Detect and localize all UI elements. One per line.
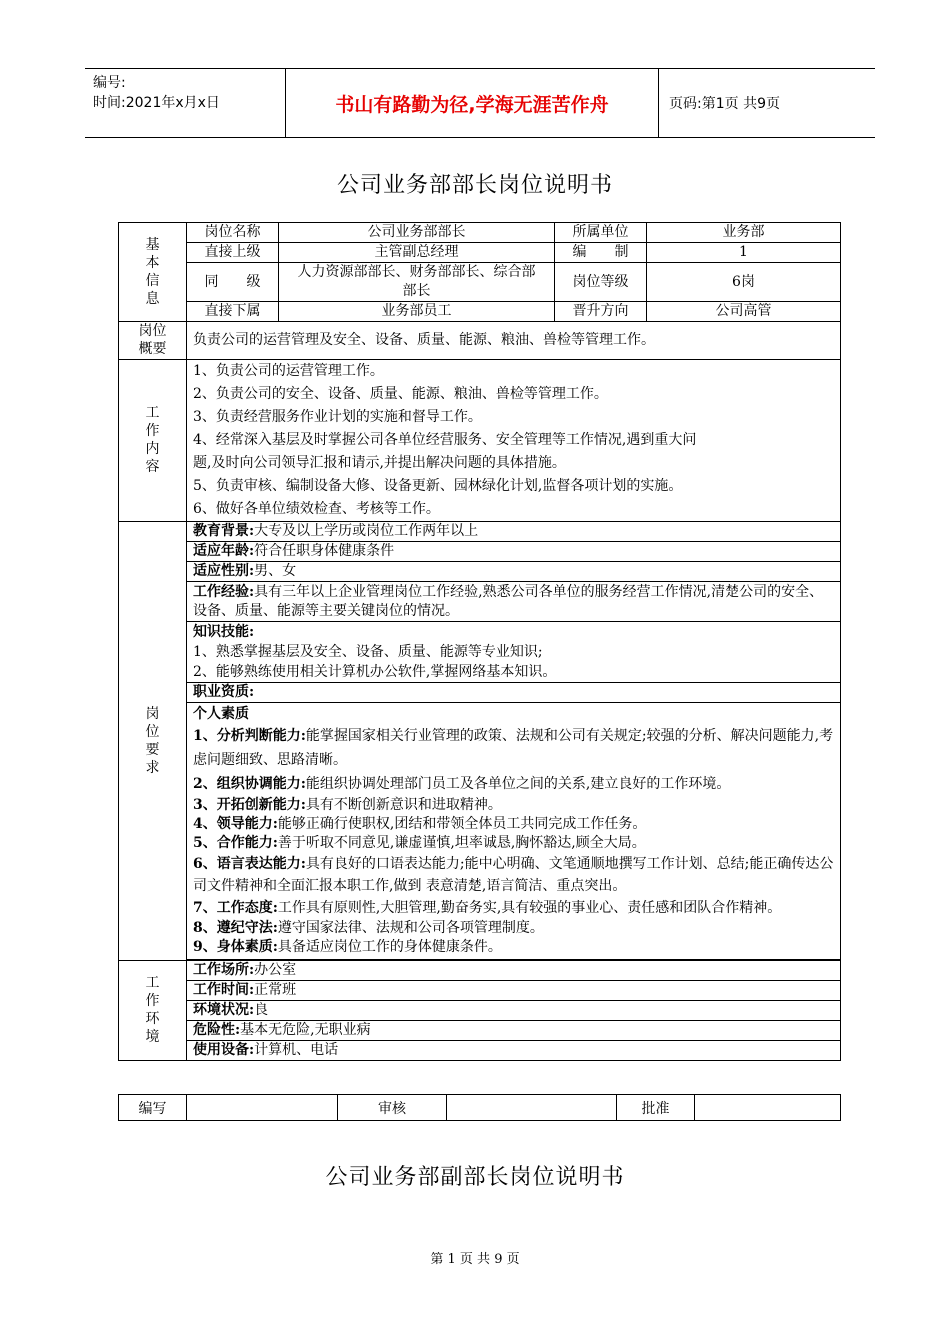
gender-row: 适应性别:男、女 — [187, 562, 841, 582]
write-field[interactable] — [187, 1095, 338, 1121]
doc-time-label: 时间:2021年x月x日 — [93, 95, 220, 111]
basic-key: 直接上级 — [187, 243, 279, 263]
overview-text: 负责公司的运营管理及安全、设备、质量、能源、粮油、兽检等管理工作。 — [187, 322, 841, 360]
age-row: 适应年龄:符合任职身体健康条件 — [187, 542, 841, 562]
basic-key: 所属单位 — [555, 223, 647, 243]
basic-value: 人力资源部部长、财务部部长、综合部部长 — [279, 263, 555, 302]
basic-key: 同 级 — [187, 263, 279, 302]
skills-row: 知识技能: 1、熟悉掌握基层及安全、设备、质量、能源等专业知识; 2、能够熟练使用相关计算机办公软件,掌握网络基本知识。 — [187, 622, 841, 683]
env-row: 危险性:基本无危险,无职业病 — [187, 1021, 841, 1041]
personal-item: 6、语言表达能力:具有良好的口语表达能力;能中心明确、文笔通顺地撰写工作计划、总结;能正确传达公司文件精神和全面汇报本职工作,做到 表意清楚,语言简洁、重点突出。 — [193, 856, 834, 894]
basic-key: 直接下属 — [187, 302, 279, 322]
personal-item: 8、遵纪守法:遵守国家法律、法规和公司各项管理制度。 — [193, 920, 544, 936]
basic-key: 编 制 — [555, 243, 647, 263]
skill-item: 1、熟悉掌握基层及安全、设备、质量、能源等专业知识; — [193, 644, 543, 660]
header-motto: 书山有路勤为径,学海无涯苦作舟 — [285, 69, 659, 137]
work-category: 工作内容 — [119, 360, 187, 522]
work-content — [187, 360, 841, 522]
personal-item: 1、分析判断能力:能掌握国家相关行业管理的政策、法规和公司有关规定;较强的分析、解决问题能力,考虑问题细致、思路清晰。 — [193, 728, 834, 768]
experience-row: 工作经验:具有三年以上企业管理岗位工作经验,熟悉公司各单位的服务经营工作情况,清楚公司的安全、设备、质量、能源等主要关键岗位的情况。 — [187, 582, 841, 622]
next-document-title: 公司业务部副部长岗位说明书 — [325, 1165, 625, 1190]
header-meta — [85, 69, 285, 137]
personal-item: 3、开拓创新能力:具有不断创新意识和进取精神。 — [193, 797, 502, 813]
doc-number-label: 编号: — [93, 75, 126, 91]
work-item: 1、负责公司的运营管理工作。 — [193, 363, 384, 379]
basic-value: 公司高管 — [647, 302, 841, 322]
requirements-category: 岗位要求 — [119, 522, 187, 961]
work-item: 5、负责审核、编制设备大修、设备更新、园林绿化计划,监督各项计划的实施。 — [193, 478, 683, 494]
work-item: 2、负责公司的安全、设备、质量、能源、粮油、兽检等管理工作。 — [193, 386, 608, 402]
header-page-label: 页码:第1页 共9页 — [669, 96, 780, 112]
signoff-table — [118, 1094, 841, 1121]
document-title: 公司业务部部长岗位说明书 — [336, 173, 613, 198]
basic-value: 业务部员工 — [279, 302, 555, 322]
env-row: 工作场所:办公室 — [187, 961, 841, 981]
personal-item: 5、合作能力:善于听取不同意见,谦虚谨慎,坦率诚恳,胸怀豁达,顾全大局。 — [193, 835, 646, 851]
basic-value: 6岗 — [647, 263, 841, 302]
basic-value: 主管副总经理 — [279, 243, 555, 263]
work-item: 6、做好各单位绩效检查、考核等工作。 — [193, 501, 440, 517]
basic-info-category: 基本信息 — [119, 223, 187, 322]
approve-label: 批准 — [617, 1095, 695, 1121]
personal-item: 2、组织协调能力:能组织协调处理部门员工及各单位之间的关系,建立良好的工作环境。 — [193, 776, 731, 792]
education-row: 教育背景:大专及以上学历或岗位工作两年以上 — [187, 522, 841, 542]
environment-category: 工作环境 — [119, 961, 187, 1061]
job-description-table — [118, 222, 841, 1061]
work-item: 4、经常深入基层及时掌握公司各单位经营服务、安全管理等工作情况,遇到重大问 — [193, 432, 697, 448]
write-label: 编写 — [119, 1095, 187, 1121]
personal-item: 9、身体素质:具备适应岗位工作的身体健康条件。 — [193, 939, 502, 955]
basic-key: 晋升方向 — [555, 302, 647, 322]
approve-field[interactable] — [695, 1095, 841, 1121]
basic-value: 公司业务部部长 — [279, 223, 555, 243]
basic-key: 岗位名称 — [187, 223, 279, 243]
env-row: 使用设备:计算机、电话 — [187, 1041, 841, 1061]
work-item: 题,及时向公司领导汇报和请示,并提出解决问题的具体措施。 — [193, 455, 566, 471]
basic-value: 1 — [647, 243, 841, 263]
basic-value: 业务部 — [647, 223, 841, 243]
env-row: 工作时间:正常班 — [187, 981, 841, 1001]
env-row: 环境状况:良 — [187, 1001, 841, 1021]
page-header — [85, 68, 875, 138]
page-footer: 第 1 页 共 9 页 — [430, 1252, 520, 1267]
skill-item: 2、能够熟练使用相关计算机办公软件,掌握网络基本知识。 — [193, 664, 557, 680]
qualification-row: 职业资质: — [187, 683, 841, 703]
review-field[interactable] — [447, 1095, 617, 1121]
basic-key: 岗位等级 — [555, 263, 647, 302]
personal-item: 7、工作态度:工作具有原则性,大胆管理,勤奋务实,具有较强的事业心、责任感和团队合作精神。 — [193, 900, 782, 916]
personal-qualities: 个人素质 1、分析判断能力:能掌握国家相关行业管理的政策、法规和公司有关规定;较强的分析、解决问题能力,考虑问题细致、思路清晰。 2、组织协调能力:能组织协调处理部门员工及各单位之间的关系,建立良好的工作环境。 3、开拓创新能力:具有不断创新意识和进取精神。 4、领导能力:能够正确行使职权,团结和带领全体员工共同完成工作任务。 5、合作能力:善于听取不同意见,谦虚谨慎,坦率诚恳,胸怀豁达,顾全大局。 6、语言表达能力:具有良好的口语表达能力;能中心明确、文笔通顺地撰写工作计划、总结;能正确传达公司文件精神和全面汇报本职工作,做到 表意清楚,语言简洁、重点突出。 7、工作态度:工作具有原则性,大胆管理,勤奋务实,具有较强的事业心、责任感和团队合作精神。 8、遵纪守法:遵守国家法律、法规和公司各项管理制度。 9、身体素质:具备适应岗位工作的身体健康条件。 — [187, 703, 841, 960]
overview-category: 岗位概要 — [119, 322, 187, 360]
review-label: 审核 — [338, 1095, 447, 1121]
work-item: 3、负责经营服务作业计划的实施和督导工作。 — [193, 409, 482, 425]
personal-item: 4、领导能力:能够正确行使职权,团结和带领全体员工共同完成工作任务。 — [193, 816, 647, 832]
